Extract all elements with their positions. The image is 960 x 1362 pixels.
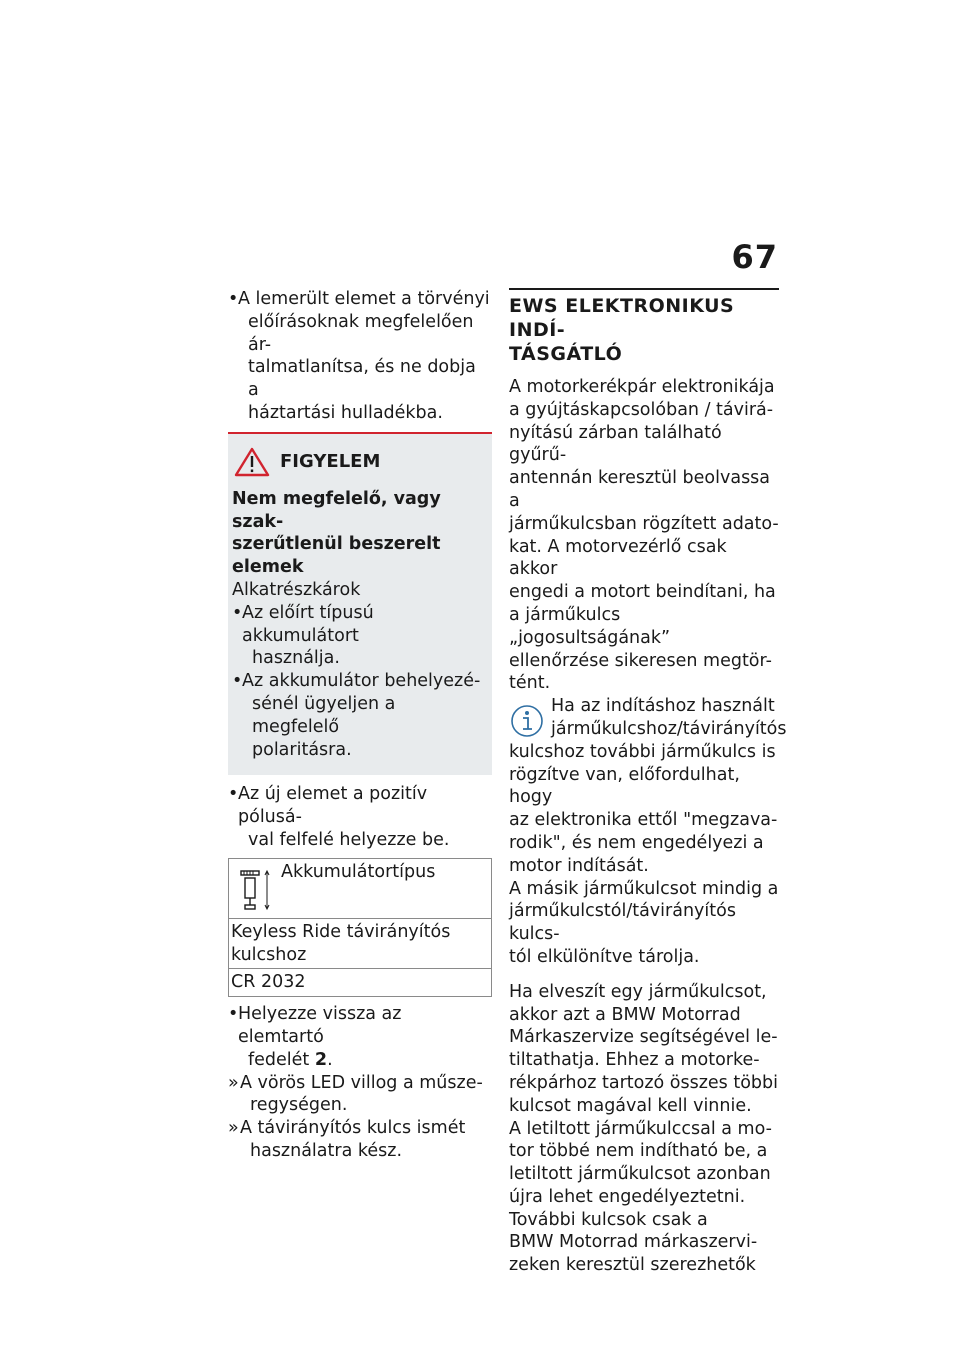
warning-title: FIGYELEM bbox=[280, 451, 381, 473]
warning-item-battery-type: • Az előírt típusú akkumulátort használja. bbox=[232, 602, 374, 669]
warning-triangle-icon bbox=[234, 447, 270, 477]
paragraph-immobilizer: A motorkerékpár elektronikája a gyújtáskapcsolóban / távirá- nyítású zárban található gyűrű- antennán keresztül beolvassa a járműkulcsban rögzített adato- kat. A motorvezérlő csak akkor engedi a motort beindítani, ha a járműkulcs „jogosultságának” ellenőrzése sikeresen megtör- tént. bbox=[509, 377, 779, 694]
paragraph-lost-key: Ha elveszít egy járműkulcsot, akkor azt a BMW Motorrad Márkaszervize segítségével le- tiltathatja. Ehhez a motorke- rékpárhoz tartozó összes többi kulcsot magával kell vinnie. bbox=[509, 981, 779, 1116]
paragraph-disabled-key: A letiltott járműkulccsal a mo- tor többé nem indítható be, a letiltott járműkulcsot azonban újra lehet engedélyeztetni. bbox=[509, 1118, 772, 1207]
table-header-row bbox=[229, 859, 491, 918]
info-icon bbox=[509, 703, 545, 739]
bullet-mark: • bbox=[228, 289, 239, 309]
info-note: Ha az indításhoz használt járműkulcshoz/távirányítós kulcshoz további járműkulcs is rögzítve van, előfordulhat, hogy az elektronika ettől "megzava- rodik", és nem engedélyezi a motor indítását. bbox=[509, 696, 787, 876]
left-column bbox=[228, 288, 492, 1163]
result-led-flashes: » A vörös LED villog a műsze- regységen. bbox=[228, 1072, 483, 1116]
reference-number: 2 bbox=[314, 1049, 328, 1070]
battery-type-icon bbox=[237, 867, 273, 911]
bullet-insert-battery: • Az új elemet a pozitív pólusá- val felfelé helyezze be. bbox=[228, 784, 450, 850]
section-heading: EWS ELEKTRONIKUS INDÍ- TÁSGÁTLÓ bbox=[509, 288, 779, 366]
warning-box bbox=[228, 432, 492, 776]
page-number: 67 bbox=[731, 238, 778, 276]
bullet-replace-cover: • Helyezze vissza az elemtartó fedelét 2. bbox=[228, 1004, 402, 1070]
paragraph-store-separately: A másik járműkulcsot mindig a járműkulcstól/távirányítós kulcs- tól elkülönítve tárolja. bbox=[509, 878, 779, 967]
warning-consequence: Alkatrészkárok bbox=[232, 579, 361, 600]
battery-type-table bbox=[228, 858, 492, 997]
paragraph-additional-keys: További kulcsok csak a BMW Motorrad márkaszervi- zeken keresztül szerezhetők bbox=[509, 1209, 758, 1276]
table-header-label: Akkumulátortípus bbox=[281, 861, 436, 882]
table-row: CR 2032 bbox=[229, 968, 491, 996]
warning-item-polarity: • Az akkumulátor behelyezé- sénél ügyeljen a megfelelő polaritásra. bbox=[232, 671, 481, 760]
result-key-ready: » A távirányítós kulcs ismét használatra kész. bbox=[228, 1118, 466, 1161]
bullet-dispose-battery: • A lemerült elemet a törvényi előírásoknak megfelelően ár- talmatlanítsa, és ne dobja a háztartási hulladékba. bbox=[228, 289, 490, 423]
table-row: Keyless Ride távirányítós kulcshoz bbox=[229, 918, 491, 969]
warning-hazard: Nem megfelelő, vagy szak- szerűtlenül beszerelt elemek bbox=[232, 488, 441, 578]
warning-header bbox=[234, 447, 486, 477]
right-column bbox=[509, 288, 787, 1277]
